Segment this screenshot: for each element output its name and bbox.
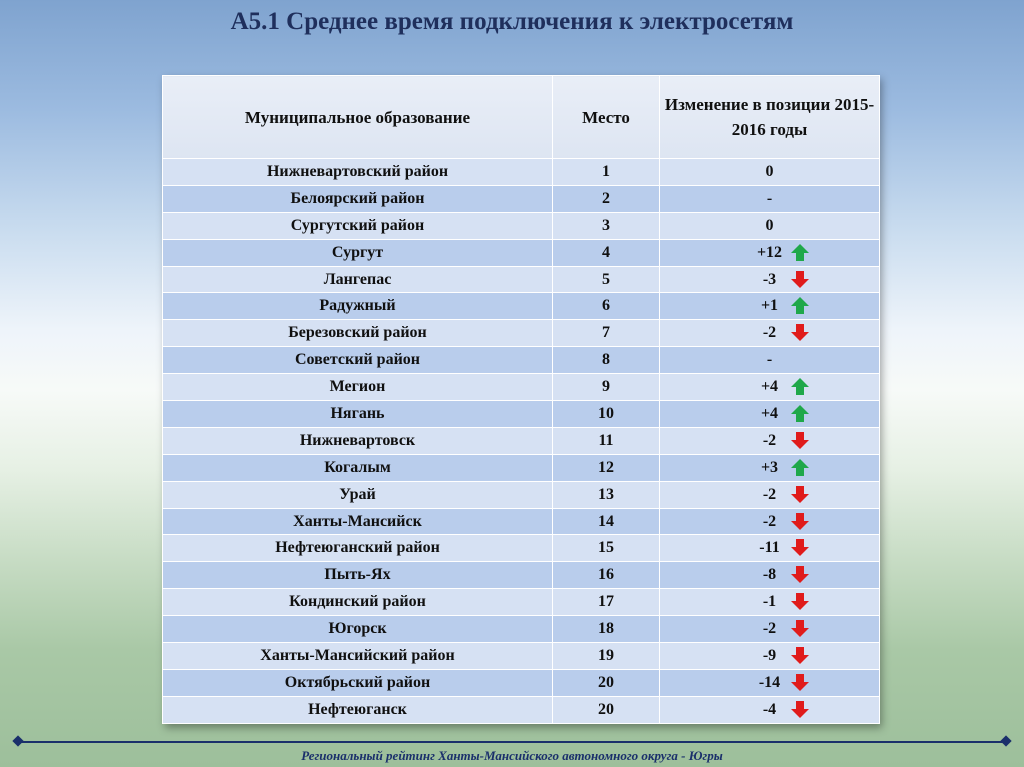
cell-change [660,212,880,239]
arrow-up-icon [790,243,810,262]
cell-place: 2 [553,185,660,212]
cell-municipality: Нефтеюганский район [163,535,553,562]
table-row [163,481,880,508]
arrow-down-icon [790,592,810,611]
arrow-up-icon [790,377,810,396]
change-value: - [766,351,773,369]
footer-caption: Региональный рейтинг Ханты-Мансийского автономного округа - Югры [301,748,723,763]
page-title: А5.1 Среднее время подключения к электросетям [230,8,794,35]
arrow-down-icon [790,673,810,692]
cell-municipality: Урай [163,481,553,508]
table-row [163,589,880,616]
change-value: -2 [762,431,777,449]
table-row [163,696,880,723]
change-value: -8 [762,566,777,584]
header-change: Изменение в позиции 2015-2016 годы [660,76,880,159]
cell-municipality: Нижневартовский район [163,159,553,186]
change-value: -1 [762,593,777,611]
cell-municipality: Радужный [163,293,553,320]
footer-line-cap-right [1000,735,1011,746]
table-row [163,616,880,643]
table-row [163,535,880,562]
change-value: 0 [765,216,774,234]
table-row [163,669,880,696]
cell-place: 5 [553,266,660,293]
cell-municipality: Нижневартовск [163,427,553,454]
table-row [163,320,880,347]
table-row [163,293,880,320]
change-value: +3 [760,458,779,476]
change-value: -2 [762,512,777,530]
cell-change [660,616,880,643]
table-row [163,508,880,535]
arrow-up-icon [790,458,810,477]
cell-change [660,643,880,670]
cell-place: 19 [553,643,660,670]
table-row [163,374,880,401]
cell-place: 18 [553,616,660,643]
arrow-up-icon [790,404,810,423]
table-row [163,347,880,374]
cell-change [660,589,880,616]
arrow-down-icon [790,619,810,638]
table-row [163,427,880,454]
cell-municipality: Лангепас [163,266,553,293]
cell-change [660,293,880,320]
cell-municipality: Сургутский район [163,212,553,239]
cell-change [660,347,880,374]
cell-place: 14 [553,508,660,535]
arrow-down-icon [790,700,810,719]
arrow-down-icon [790,565,810,584]
header-place: Место [553,76,660,159]
cell-municipality: Нефтеюганск [163,696,553,723]
change-value: -2 [762,485,777,503]
cell-place: 13 [553,481,660,508]
cell-change [660,401,880,428]
cell-change [660,535,880,562]
change-value: 0 [765,162,774,180]
cell-place: 1 [553,159,660,186]
cell-place: 7 [553,320,660,347]
table-header-row [163,76,880,159]
change-value: -4 [762,700,777,718]
change-value: -11 [759,539,780,557]
header-municipality: Муниципальное образование [163,76,553,159]
arrow-down-icon [790,431,810,450]
table-row [163,266,880,293]
footer-divider [18,741,1006,743]
cell-municipality: Ханты-Мансийский район [163,643,553,670]
change-value: -2 [762,620,777,638]
arrow-down-icon [790,323,810,342]
change-value: -14 [758,673,781,691]
cell-place: 20 [553,669,660,696]
cell-change [660,159,880,186]
cell-place: 20 [553,696,660,723]
cell-municipality: Березовский район [163,320,553,347]
arrow-down-icon [790,512,810,531]
cell-municipality: Пыть-Ях [163,562,553,589]
cell-place: 9 [553,374,660,401]
table-row [163,562,880,589]
cell-municipality: Мегион [163,374,553,401]
cell-municipality: Октябрьский район [163,669,553,696]
table-row [163,159,880,186]
cell-place: 17 [553,589,660,616]
cell-change [660,562,880,589]
cell-municipality: Советский район [163,347,553,374]
ranking-table-container [162,75,879,724]
cell-change [660,696,880,723]
cell-place: 10 [553,401,660,428]
cell-change [660,427,880,454]
cell-place: 15 [553,535,660,562]
cell-municipality: Когалым [163,454,553,481]
cell-change [660,185,880,212]
table-row [163,643,880,670]
cell-place: 12 [553,454,660,481]
cell-place: 11 [553,427,660,454]
change-value: -2 [762,324,777,342]
table-row [163,185,880,212]
cell-municipality: Кондинский район [163,589,553,616]
cell-place: 3 [553,212,660,239]
cell-change [660,239,880,266]
change-value: +1 [760,297,779,315]
change-value: -9 [762,646,777,664]
cell-municipality: Белоярский район [163,185,553,212]
cell-municipality: Югорск [163,616,553,643]
table-row [163,212,880,239]
cell-place: 4 [553,239,660,266]
table-row [163,239,880,266]
arrow-down-icon [790,646,810,665]
arrow-down-icon [790,270,810,289]
cell-place: 6 [553,293,660,320]
ranking-table [162,75,880,724]
cell-place: 8 [553,347,660,374]
change-value: - [766,189,773,207]
cell-municipality: Нягань [163,401,553,428]
change-value: +12 [756,243,783,261]
arrow-down-icon [790,485,810,504]
cell-place: 16 [553,562,660,589]
cell-change [660,320,880,347]
cell-change [660,266,880,293]
table-row [163,454,880,481]
cell-change [660,481,880,508]
cell-change [660,374,880,401]
arrow-down-icon [790,538,810,557]
cell-change [660,669,880,696]
table-row [163,401,880,428]
cell-change [660,454,880,481]
cell-municipality: Сургут [163,239,553,266]
change-value: -3 [762,270,777,288]
change-value: +4 [760,404,779,422]
arrow-up-icon [790,296,810,315]
change-value: +4 [760,378,779,396]
cell-municipality: Ханты-Мансийск [163,508,553,535]
cell-change [660,508,880,535]
